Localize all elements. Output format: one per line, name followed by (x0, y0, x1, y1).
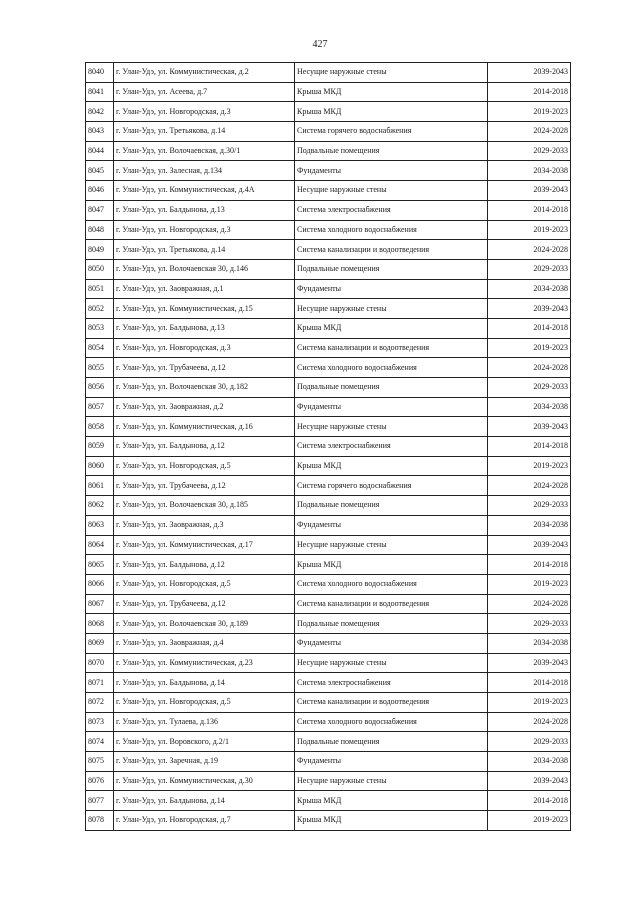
table-row (86, 437, 571, 457)
repair-period: 2039-2043 (488, 653, 571, 673)
table-row (86, 240, 571, 260)
repair-period: 2034-2038 (488, 279, 571, 299)
house-address: г. Улан-Удэ, ул. Коммунистическая, д.4А (114, 181, 295, 201)
repair-period: 2019-2023 (488, 220, 571, 240)
house-address: г. Улан-Удэ, ул. Тулаева, д.136 (114, 712, 295, 732)
house-address: г. Улан-Удэ, ул. Новгородская, д.7 (114, 811, 295, 831)
table-row (86, 338, 571, 358)
building-element: Система канализации и водоотведения (295, 338, 488, 358)
table-row (86, 397, 571, 417)
building-element: Крыша МКД (295, 102, 488, 122)
row-number: 8045 (86, 161, 114, 181)
house-address: г. Улан-Удэ, ул. Балдынова, д.12 (114, 437, 295, 457)
house-address: г. Улан-Удэ, ул. Волочаевская 30, д.182 (114, 378, 295, 398)
table-row (86, 417, 571, 437)
building-element: Подвальные помещения (295, 378, 488, 398)
house-address: г. Улан-Удэ, ул. Трубачеева, д.12 (114, 594, 295, 614)
row-number: 8047 (86, 200, 114, 220)
house-address: г. Улан-Удэ, ул. Балдынова, д.13 (114, 318, 295, 338)
house-address: г. Улан-Удэ, ул. Новгородская, д.3 (114, 220, 295, 240)
table-row (86, 82, 571, 102)
row-number: 8072 (86, 693, 114, 713)
table-row (86, 141, 571, 161)
table-row (86, 653, 571, 673)
house-address: г. Улан-Удэ, ул. Балдынова, д.14 (114, 791, 295, 811)
row-number: 8062 (86, 496, 114, 516)
house-address: г. Улан-Удэ, ул. Балдынова, д.13 (114, 200, 295, 220)
row-number: 8044 (86, 141, 114, 161)
repair-period: 2039-2043 (488, 535, 571, 555)
house-address: г. Улан-Удэ, ул. Новгородская, д.5 (114, 693, 295, 713)
registry-table-body (86, 63, 571, 831)
repair-period: 2024-2028 (488, 712, 571, 732)
row-number: 8059 (86, 437, 114, 457)
row-number: 8078 (86, 811, 114, 831)
row-number: 8077 (86, 791, 114, 811)
registry-table (85, 62, 571, 831)
building-element: Фундаменты (295, 161, 488, 181)
repair-period: 2019-2023 (488, 338, 571, 358)
building-element: Крыша МКД (295, 791, 488, 811)
table-row (86, 63, 571, 83)
table-row (86, 220, 571, 240)
building-element: Подвальные помещения (295, 496, 488, 516)
building-element: Крыша МКД (295, 82, 488, 102)
repair-period: 2034-2038 (488, 397, 571, 417)
repair-period: 2024-2028 (488, 594, 571, 614)
repair-period: 2034-2038 (488, 752, 571, 772)
house-address: г. Улан-Удэ, ул. Коммунистическая, д.16 (114, 417, 295, 437)
table-row (86, 279, 571, 299)
table-row (86, 791, 571, 811)
building-element: Система горячего водоснабжения (295, 122, 488, 142)
building-element: Крыша МКД (295, 555, 488, 575)
building-element: Система холодного водоснабжения (295, 220, 488, 240)
building-element: Подвальные помещения (295, 259, 488, 279)
building-element: Несущие наружные стены (295, 181, 488, 201)
house-address: г. Улан-Удэ, ул. Новгородская, д.5 (114, 574, 295, 594)
house-address: г. Улан-Удэ, ул. Балдынова, д.12 (114, 555, 295, 575)
row-number: 8048 (86, 220, 114, 240)
table-row (86, 673, 571, 693)
house-address: г. Улан-Удэ, ул. Трубачеева, д.12 (114, 476, 295, 496)
row-number: 8061 (86, 476, 114, 496)
building-element: Подвальные помещения (295, 141, 488, 161)
house-address: г. Улан-Удэ, ул. Новгородская, д.5 (114, 456, 295, 476)
table-row (86, 318, 571, 338)
house-address: г. Улан-Удэ, ул. Коммунистическая, д.15 (114, 299, 295, 319)
table-row (86, 476, 571, 496)
repair-period: 2039-2043 (488, 299, 571, 319)
building-element: Система холодного водоснабжения (295, 712, 488, 732)
row-number: 8073 (86, 712, 114, 732)
repair-period: 2019-2023 (488, 456, 571, 476)
table-row (86, 456, 571, 476)
building-element: Несущие наружные стены (295, 63, 488, 83)
row-number: 8052 (86, 299, 114, 319)
building-element: Подвальные помещения (295, 614, 488, 634)
table-row (86, 712, 571, 732)
house-address: г. Улан-Удэ, ул. Волочаевская 30, д.189 (114, 614, 295, 634)
row-number: 8049 (86, 240, 114, 260)
table-row (86, 358, 571, 378)
table-row (86, 200, 571, 220)
building-element: Система горячего водоснабжения (295, 476, 488, 496)
row-number: 8046 (86, 181, 114, 201)
row-number: 8056 (86, 378, 114, 398)
house-address: г. Улан-Удэ, ул. Волочаевская 30, д.146 (114, 259, 295, 279)
house-address: г. Улан-Удэ, ул. Третьякова, д.14 (114, 240, 295, 260)
table-row (86, 535, 571, 555)
row-number: 8053 (86, 318, 114, 338)
row-number: 8057 (86, 397, 114, 417)
building-element: Подвальные помещения (295, 732, 488, 752)
repair-period: 2019-2023 (488, 574, 571, 594)
building-element: Система канализации и водоотведения (295, 240, 488, 260)
table-row (86, 259, 571, 279)
house-address: г. Улан-Удэ, ул. Волочаевская, д.30/1 (114, 141, 295, 161)
building-element: Несущие наружные стены (295, 653, 488, 673)
row-number: 8040 (86, 63, 114, 83)
repair-period: 2014-2018 (488, 82, 571, 102)
house-address: г. Улан-Удэ, ул. Асеева, д.7 (114, 82, 295, 102)
house-address: г. Улан-Удэ, ул. Новгородская, д.3 (114, 102, 295, 122)
repair-period: 2039-2043 (488, 181, 571, 201)
repair-period: 2024-2028 (488, 240, 571, 260)
building-element: Система холодного водоснабжения (295, 574, 488, 594)
table-row (86, 771, 571, 791)
building-element: Несущие наружные стены (295, 299, 488, 319)
repair-period: 2014-2018 (488, 791, 571, 811)
table-row (86, 496, 571, 516)
repair-period: 2014-2018 (488, 673, 571, 693)
row-number: 8066 (86, 574, 114, 594)
building-element: Система электроснабжения (295, 673, 488, 693)
table-row (86, 161, 571, 181)
building-element: Фундаменты (295, 515, 488, 535)
table-row (86, 732, 571, 752)
building-element: Система холодного водоснабжения (295, 358, 488, 378)
house-address: г. Улан-Удэ, ул. Новгородская, д.3 (114, 338, 295, 358)
building-element: Крыша МКД (295, 318, 488, 338)
row-number: 8050 (86, 259, 114, 279)
building-element: Система канализации и водоотведения (295, 693, 488, 713)
repair-period: 2024-2028 (488, 476, 571, 496)
house-address: г. Улан-Удэ, ул. Заовражная, д.4 (114, 633, 295, 653)
repair-period: 2029-2033 (488, 496, 571, 516)
building-element: Фундаменты (295, 633, 488, 653)
row-number: 8064 (86, 535, 114, 555)
table-row (86, 299, 571, 319)
building-element: Фундаменты (295, 397, 488, 417)
building-element: Крыша МКД (295, 811, 488, 831)
row-number: 8055 (86, 358, 114, 378)
page-number: 427 (312, 39, 328, 50)
repair-period: 2014-2018 (488, 437, 571, 457)
row-number: 8074 (86, 732, 114, 752)
repair-period: 2034-2038 (488, 161, 571, 181)
row-number: 8065 (86, 555, 114, 575)
table-row (86, 614, 571, 634)
row-number: 8060 (86, 456, 114, 476)
repair-period: 2024-2028 (488, 122, 571, 142)
row-number: 8051 (86, 279, 114, 299)
house-address: г. Улан-Удэ, ул. Коммунистическая, д.17 (114, 535, 295, 555)
row-number: 8076 (86, 771, 114, 791)
house-address: г. Улан-Удэ, ул. Волочаевская 30, д.185 (114, 496, 295, 516)
repair-period: 2034-2038 (488, 633, 571, 653)
row-number: 8041 (86, 82, 114, 102)
repair-period: 2029-2033 (488, 378, 571, 398)
row-number: 8054 (86, 338, 114, 358)
repair-period: 2039-2043 (488, 63, 571, 83)
building-element: Несущие наружные стены (295, 535, 488, 555)
repair-period: 2019-2023 (488, 693, 571, 713)
table-row (86, 122, 571, 142)
row-number: 8069 (86, 633, 114, 653)
building-element: Несущие наружные стены (295, 417, 488, 437)
house-address: г. Улан-Удэ, ул. Заовражная, д.3 (114, 515, 295, 535)
table-row (86, 811, 571, 831)
repair-period: 2034-2038 (488, 515, 571, 535)
building-element: Система электроснабжения (295, 437, 488, 457)
building-element: Фундаменты (295, 279, 488, 299)
house-address: г. Улан-Удэ, ул. Воровского, д.2/1 (114, 732, 295, 752)
repair-period: 2029-2033 (488, 141, 571, 161)
table-row (86, 752, 571, 772)
row-number: 8067 (86, 594, 114, 614)
house-address: г. Улан-Удэ, ул. Трубачеева, д.12 (114, 358, 295, 378)
row-number: 8063 (86, 515, 114, 535)
row-number: 8043 (86, 122, 114, 142)
house-address: г. Улан-Удэ, ул. Третьякова, д.14 (114, 122, 295, 142)
house-address: г. Улан-Удэ, ул. Заовражная, д.2 (114, 397, 295, 417)
table-row (86, 515, 571, 535)
building-element: Крыша МКД (295, 456, 488, 476)
house-address: г. Улан-Удэ, ул. Коммунистическая, д.2 (114, 63, 295, 83)
table-row (86, 574, 571, 594)
table-row (86, 555, 571, 575)
house-address: г. Улан-Удэ, ул. Заречная, д.19 (114, 752, 295, 772)
row-number: 8075 (86, 752, 114, 772)
repair-period: 2014-2018 (488, 318, 571, 338)
repair-period: 2019-2023 (488, 811, 571, 831)
repair-period: 2029-2033 (488, 259, 571, 279)
house-address: г. Улан-Удэ, ул. Залесная, д.134 (114, 161, 295, 181)
row-number: 8058 (86, 417, 114, 437)
repair-period: 2014-2018 (488, 200, 571, 220)
repair-period: 2014-2018 (488, 555, 571, 575)
repair-period: 2029-2033 (488, 732, 571, 752)
row-number: 8070 (86, 653, 114, 673)
building-element: Фундаменты (295, 752, 488, 772)
building-element: Несущие наружные стены (295, 771, 488, 791)
table-row (86, 594, 571, 614)
house-address: г. Улан-Удэ, ул. Коммунистическая, д.30 (114, 771, 295, 791)
house-address: г. Улан-Удэ, ул. Заовражная, д.1 (114, 279, 295, 299)
table-row (86, 693, 571, 713)
row-number: 8042 (86, 102, 114, 122)
table-row (86, 181, 571, 201)
table-row (86, 633, 571, 653)
table-row (86, 102, 571, 122)
row-number: 8068 (86, 614, 114, 634)
house-address: г. Улан-Удэ, ул. Коммунистическая, д.23 (114, 653, 295, 673)
repair-period: 2024-2028 (488, 358, 571, 378)
repair-period: 2039-2043 (488, 417, 571, 437)
building-element: Система канализации и водоотведения (295, 594, 488, 614)
building-element: Система электроснабжения (295, 200, 488, 220)
house-address: г. Улан-Удэ, ул. Балдынова, д.14 (114, 673, 295, 693)
repair-period: 2029-2033 (488, 614, 571, 634)
repair-period: 2039-2043 (488, 771, 571, 791)
row-number: 8071 (86, 673, 114, 693)
repair-period: 2019-2023 (488, 102, 571, 122)
table-row (86, 378, 571, 398)
